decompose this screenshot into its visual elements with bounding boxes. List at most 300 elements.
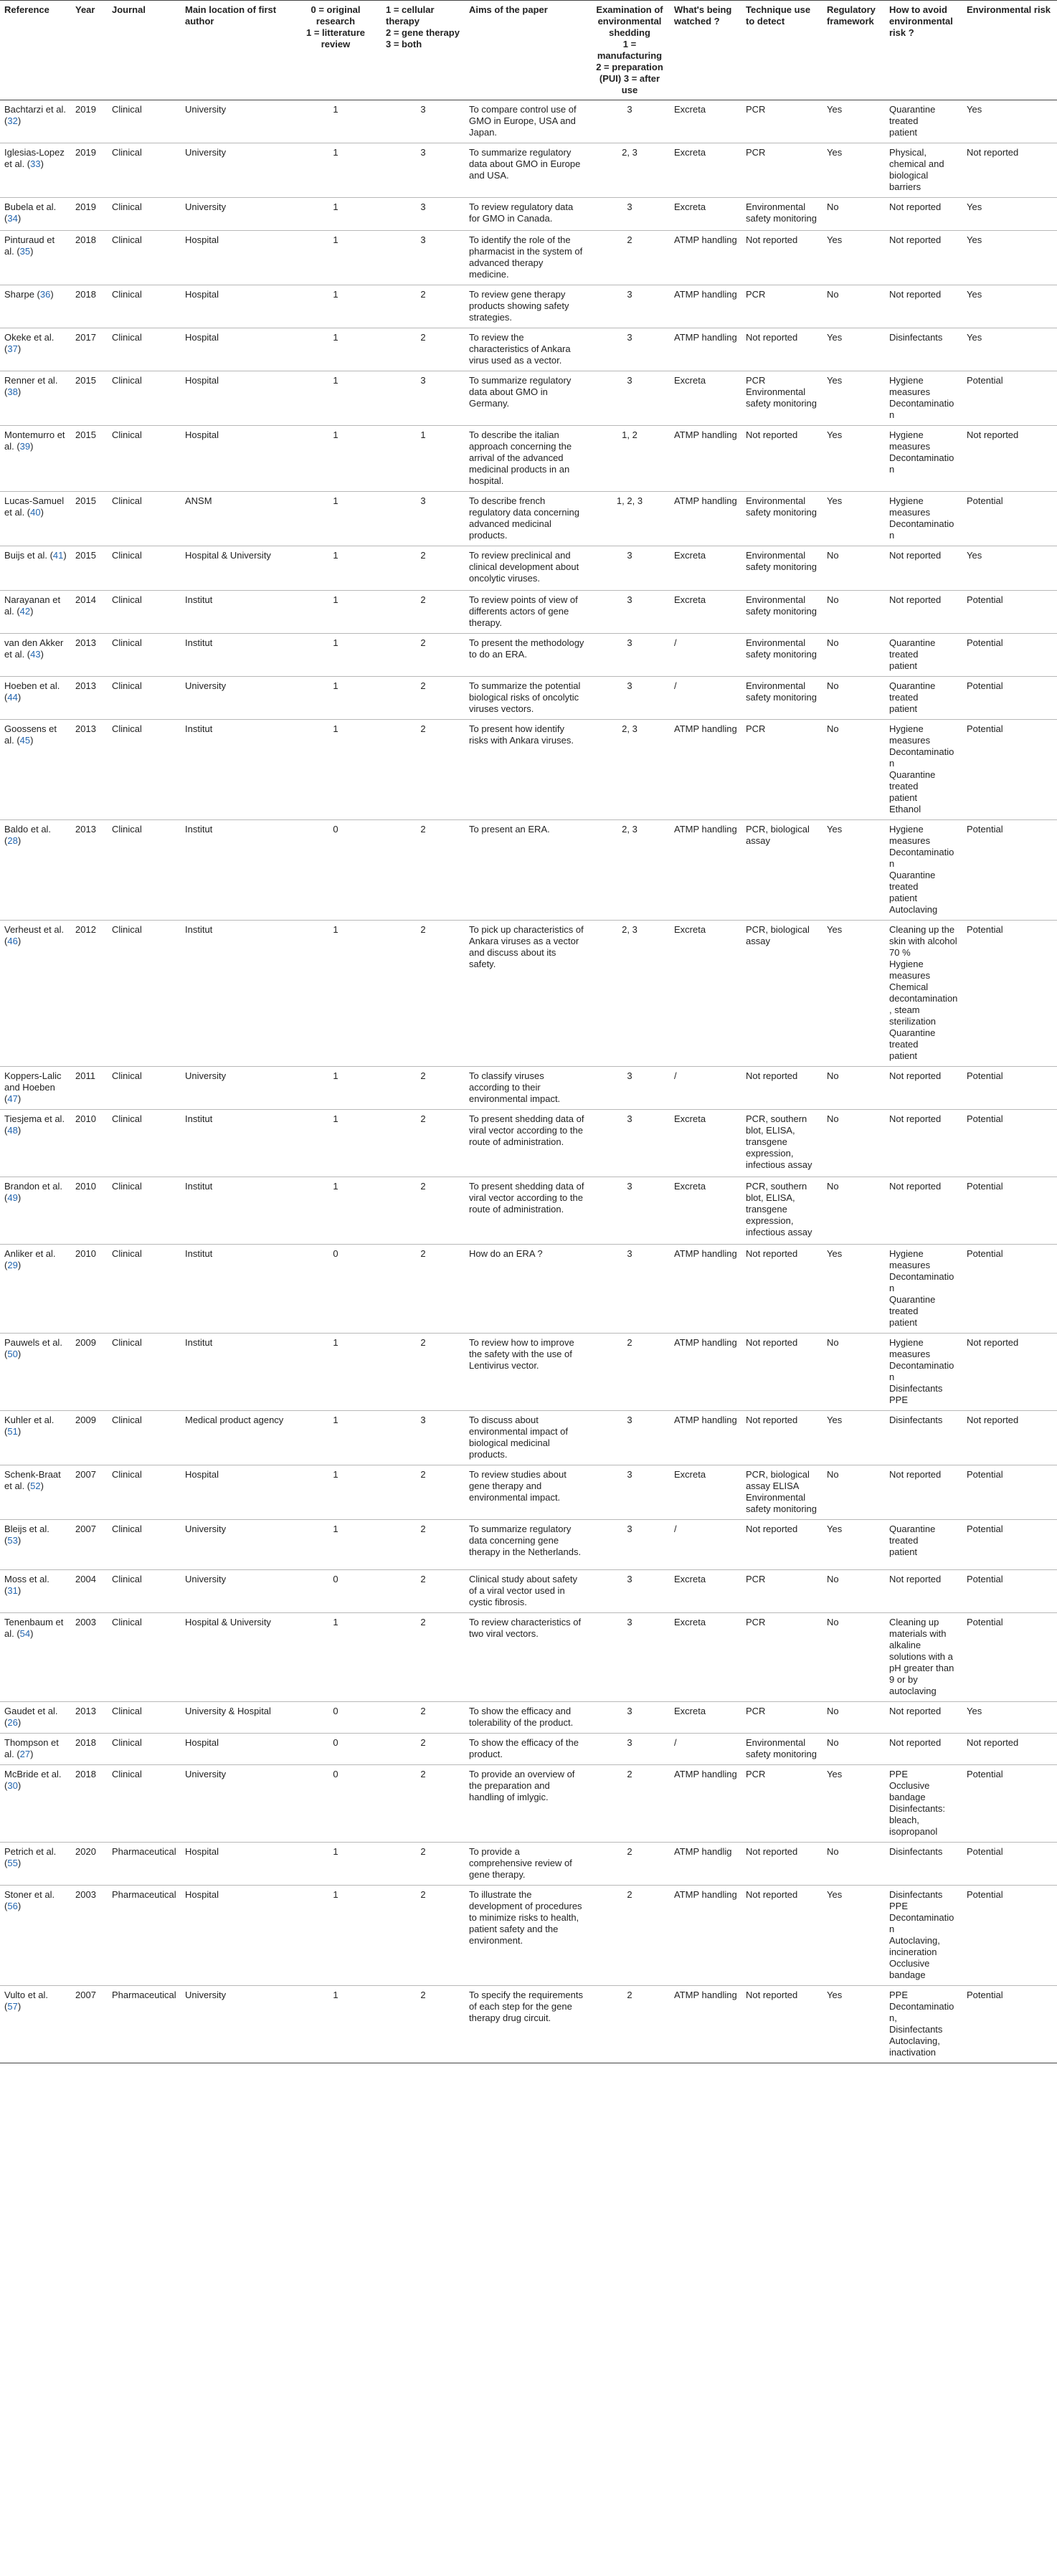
- cell-watched: Excreta: [670, 921, 741, 1067]
- cell-research-type: 1: [290, 492, 381, 546]
- cell-framework: Yes: [823, 371, 885, 426]
- citation-link[interactable]: 44: [7, 692, 18, 703]
- cell-watched: /: [670, 634, 741, 677]
- cell-technique: Environmental safety monitoring: [741, 591, 823, 634]
- cell-year: 2012: [71, 921, 108, 1067]
- cell-therapy-type: 2: [381, 1843, 465, 1886]
- cell-technique: Environmental safety monitoring: [741, 198, 823, 231]
- reference-close-paren: ): [17, 1426, 22, 1437]
- reference-close-paren: ): [30, 441, 34, 452]
- cell-avoid-risk: Not reported: [885, 1734, 962, 1765]
- table-row: [0, 1886, 1057, 1986]
- reference-text: Goossens et al. (: [4, 723, 57, 746]
- reference-text: Montemurro et al. (: [4, 429, 65, 452]
- cell-aims: To provide a comprehensive review of gene therapy.: [465, 1843, 589, 1886]
- cell-aims: To summarize regulatory data concerning gene therapy in the Netherlands.: [465, 1520, 589, 1570]
- table-row: [0, 634, 1057, 677]
- citation-link[interactable]: 28: [7, 835, 18, 846]
- cell-year: 2018: [71, 231, 108, 285]
- cell-location: Hospital: [181, 1465, 290, 1520]
- cell-environmental-risk: Potential: [962, 634, 1057, 677]
- cell-therapy-type: 2: [381, 1702, 465, 1734]
- cell-framework: No: [823, 1570, 885, 1613]
- citation-link[interactable]: 27: [19, 1749, 31, 1759]
- cell-watched: ATMP handling: [670, 1886, 741, 1986]
- cell-avoid-risk: Hygiene measures Decontamination Quarantine treated patient Ethanol: [885, 720, 962, 820]
- cell-aims: To present shedding data of viral vector according to the route of administration.: [465, 1177, 589, 1245]
- cell-reference: [0, 1110, 71, 1177]
- cell-technique: PCR: [741, 1570, 823, 1613]
- cell-therapy-type: 2: [381, 591, 465, 634]
- cell-environmental-risk: Potential: [962, 1613, 1057, 1702]
- cell-reference: [0, 1843, 71, 1886]
- table-row: [0, 921, 1057, 1067]
- reference-text: van den Akker et al. (: [4, 637, 64, 660]
- cell-examination: 3: [589, 1702, 670, 1734]
- citation-link[interactable]: 50: [7, 1349, 18, 1359]
- citation-link[interactable]: 47: [7, 1093, 18, 1104]
- cell-avoid-risk: Disinfectants: [885, 328, 962, 371]
- cell-aims: To discuss about environmental impact of biological medicinal products.: [465, 1411, 589, 1465]
- cell-environmental-risk: Potential: [962, 1986, 1057, 2063]
- cell-location: Institut: [181, 1177, 290, 1245]
- cell-journal: Clinical: [108, 100, 181, 143]
- cell-technique: Environmental safety monitoring: [741, 677, 823, 720]
- table-row: [0, 1334, 1057, 1411]
- cell-research-type: 0: [290, 820, 381, 921]
- reference-text: Thompson et al. (: [4, 1737, 59, 1759]
- header-environmental-risk: Environmental risk: [962, 1, 1057, 100]
- cell-journal: Clinical: [108, 1520, 181, 1570]
- cell-avoid-risk: PPE Decontamination, Disinfectants Autoclaving, inactivation: [885, 1986, 962, 2063]
- cell-environmental-risk: Potential: [962, 1110, 1057, 1177]
- reference-text: Buijs et al. (: [4, 550, 53, 561]
- cell-research-type: 1: [290, 328, 381, 371]
- cell-journal: Clinical: [108, 143, 181, 198]
- cell-aims: To show the efficacy of the product.: [465, 1734, 589, 1765]
- cell-watched: Excreta: [670, 1465, 741, 1520]
- cell-therapy-type: 2: [381, 546, 465, 591]
- citation-link[interactable]: 30: [7, 1780, 18, 1791]
- citation-link[interactable]: 35: [19, 246, 31, 257]
- cell-avoid-risk: Disinfectants: [885, 1843, 962, 1886]
- reference-close-paren: ): [30, 1628, 34, 1639]
- reference-close-paren: ): [17, 1717, 22, 1728]
- citation-link[interactable]: 52: [30, 1481, 41, 1491]
- cell-reference: [0, 720, 71, 820]
- cell-avoid-risk: Not reported: [885, 1702, 962, 1734]
- cell-year: 2019: [71, 100, 108, 143]
- cell-reference: [0, 328, 71, 371]
- cell-therapy-type: 2: [381, 634, 465, 677]
- cell-reference: [0, 100, 71, 143]
- cell-avoid-risk: Hygiene measures Decontamination: [885, 426, 962, 492]
- cell-aims: To summarize regulatory data about GMO in Europe and USA.: [465, 143, 589, 198]
- cell-location: University: [181, 1570, 290, 1613]
- cell-avoid-risk: Not reported: [885, 1110, 962, 1177]
- cell-framework: No: [823, 677, 885, 720]
- cell-technique: PCR, southern blot, ELISA, transgene expression, infectious assay: [741, 1110, 823, 1177]
- reference-close-paren: ): [17, 2001, 22, 2012]
- cell-watched: ATMP handling: [670, 426, 741, 492]
- cell-examination: 3: [589, 546, 670, 591]
- reference-close-paren: ): [17, 936, 22, 946]
- citation-link[interactable]: 29: [7, 1260, 18, 1270]
- citation-link[interactable]: 48: [7, 1125, 18, 1136]
- cell-aims: How do an ERA ?: [465, 1245, 589, 1334]
- cell-environmental-risk: Potential: [962, 371, 1057, 426]
- reference-text: Pauwels et al. (: [4, 1337, 62, 1359]
- cell-watched: Excreta: [670, 1613, 741, 1702]
- reference-text: Tiesjema et al. (: [4, 1113, 65, 1136]
- citation-link[interactable]: 51: [7, 1426, 18, 1437]
- cell-research-type: 1: [290, 1843, 381, 1886]
- table-row: [0, 1765, 1057, 1843]
- cell-avoid-risk: Hygiene measures Decontamination: [885, 492, 962, 546]
- cell-environmental-risk: Not reported: [962, 1334, 1057, 1411]
- cell-reference: [0, 1411, 71, 1465]
- cell-avoid-risk: Hygiene measures Decontamination Quarantine treated patient Autoclaving: [885, 820, 962, 921]
- cell-journal: Clinical: [108, 371, 181, 426]
- cell-journal: Clinical: [108, 328, 181, 371]
- citation-link[interactable]: 34: [7, 213, 18, 224]
- citation-link[interactable]: 55: [7, 1858, 18, 1868]
- cell-watched: ATMP handling: [670, 1765, 741, 1843]
- table-row: [0, 285, 1057, 328]
- reference-close-paren: ): [30, 1749, 34, 1759]
- cell-year: 2013: [71, 820, 108, 921]
- cell-examination: 2: [589, 1765, 670, 1843]
- cell-reference: [0, 426, 71, 492]
- cell-watched: Excreta: [670, 591, 741, 634]
- cell-aims: Clinical study about safety of a viral vector used in cystic fibrosis.: [465, 1570, 589, 1613]
- cell-framework: Yes: [823, 231, 885, 285]
- cell-avoid-risk: Quarantine treated patient: [885, 1520, 962, 1570]
- cell-research-type: 1: [290, 1067, 381, 1110]
- cell-location: Hospital: [181, 231, 290, 285]
- citation-link[interactable]: 54: [19, 1628, 31, 1639]
- cell-journal: Clinical: [108, 285, 181, 328]
- cell-reference: [0, 1245, 71, 1334]
- cell-year: 2007: [71, 1465, 108, 1520]
- cell-journal: Clinical: [108, 1734, 181, 1765]
- cell-examination: 3: [589, 100, 670, 143]
- header-year: Year: [71, 1, 108, 100]
- cell-reference: [0, 1520, 71, 1570]
- cell-location: ANSM: [181, 492, 290, 546]
- reference-close-paren: ): [50, 289, 54, 300]
- reference-close-paren: ): [40, 649, 44, 660]
- cell-technique: Environmental safety monitoring: [741, 634, 823, 677]
- cell-reference: [0, 231, 71, 285]
- cell-location: Hospital: [181, 1734, 290, 1765]
- cell-therapy-type: 2: [381, 1520, 465, 1570]
- cell-environmental-risk: Not reported: [962, 1734, 1057, 1765]
- cell-aims: To show the efficacy and tolerability of the product.: [465, 1702, 589, 1734]
- cell-year: 2007: [71, 1986, 108, 2063]
- citation-link[interactable]: 45: [19, 735, 31, 746]
- cell-avoid-risk: Physical, chemical and biological barriers: [885, 143, 962, 198]
- citation-link[interactable]: 53: [7, 1535, 18, 1546]
- cell-reference: [0, 1465, 71, 1520]
- reference-close-paren: ): [17, 1585, 22, 1596]
- cell-technique: Environmental safety monitoring: [741, 1734, 823, 1765]
- cell-location: Hospital: [181, 426, 290, 492]
- cell-therapy-type: 2: [381, 1334, 465, 1411]
- cell-year: 2014: [71, 591, 108, 634]
- table-row: [0, 426, 1057, 492]
- cell-avoid-risk: Quarantine treated patient: [885, 677, 962, 720]
- reference-close-paren: ): [17, 1260, 22, 1270]
- citation-link[interactable]: 43: [30, 649, 41, 660]
- cell-framework: No: [823, 1067, 885, 1110]
- cell-framework: Yes: [823, 328, 885, 371]
- reference-text: Anliker et al. (: [4, 1248, 56, 1270]
- cell-research-type: 1: [290, 198, 381, 231]
- citation-link[interactable]: 36: [39, 289, 51, 300]
- cell-technique: PCR: [741, 1702, 823, 1734]
- cell-framework: Yes: [823, 1986, 885, 2063]
- cell-research-type: 1: [290, 1886, 381, 1986]
- citation-link[interactable]: 42: [19, 606, 31, 617]
- table-row: [0, 720, 1057, 820]
- cell-watched: ATMP handling: [670, 285, 741, 328]
- reference-close-paren: ): [17, 1093, 22, 1104]
- citation-link[interactable]: 46: [7, 936, 18, 946]
- cell-year: 2010: [71, 1177, 108, 1245]
- cell-therapy-type: 2: [381, 820, 465, 921]
- reference-close-paren: ): [17, 1780, 22, 1791]
- cell-technique: Not reported: [741, 231, 823, 285]
- cell-journal: Pharmaceutical: [108, 1843, 181, 1886]
- cell-location: University: [181, 1765, 290, 1843]
- table-row: [0, 1702, 1057, 1734]
- cell-therapy-type: 3: [381, 1411, 465, 1465]
- cell-environmental-risk: Potential: [962, 1177, 1057, 1245]
- cell-environmental-risk: Yes: [962, 231, 1057, 285]
- cell-technique: Not reported: [741, 328, 823, 371]
- cell-aims: To pick up characteristics of Ankara viruses as a vector and discuss about its safety.: [465, 921, 589, 1067]
- cell-environmental-risk: Not reported: [962, 143, 1057, 198]
- cell-examination: 2, 3: [589, 921, 670, 1067]
- cell-therapy-type: 3: [381, 492, 465, 546]
- cell-environmental-risk: Yes: [962, 546, 1057, 591]
- cell-location: Hospital: [181, 371, 290, 426]
- reference-close-paren: ): [30, 606, 34, 617]
- cell-framework: Yes: [823, 492, 885, 546]
- table-row: [0, 100, 1057, 143]
- cell-journal: Clinical: [108, 1411, 181, 1465]
- reference-text: Hoeben et al. (: [4, 680, 60, 703]
- reference-close-paren: ): [17, 115, 22, 126]
- cell-research-type: 1: [290, 100, 381, 143]
- cell-technique: PCR: [741, 143, 823, 198]
- reference-text: Kuhler et al. (: [4, 1415, 54, 1437]
- cell-therapy-type: 1: [381, 426, 465, 492]
- reference-text: Pinturaud et al. (: [4, 234, 55, 257]
- cell-year: 2009: [71, 1411, 108, 1465]
- cell-examination: 3: [589, 1177, 670, 1245]
- cell-journal: Pharmaceutical: [108, 1986, 181, 2063]
- header-framework: Regulatory framework: [823, 1, 885, 100]
- cell-year: 2015: [71, 546, 108, 591]
- cell-therapy-type: 3: [381, 231, 465, 285]
- cell-avoid-risk: PPE Occlusive bandage Disinfectants: bleach, isopropanol: [885, 1765, 962, 1843]
- cell-framework: No: [823, 1702, 885, 1734]
- reference-close-paren: ): [63, 550, 67, 561]
- cell-aims: To review preclinical and clinical development about oncolytic viruses.: [465, 546, 589, 591]
- table-row: [0, 1843, 1057, 1886]
- cell-technique: PCR: [741, 1765, 823, 1843]
- cell-journal: Clinical: [108, 1765, 181, 1843]
- cell-watched: Excreta: [670, 371, 741, 426]
- reference-close-paren: ): [17, 213, 22, 224]
- cell-environmental-risk: Yes: [962, 328, 1057, 371]
- reference-text: Koppers-Lalic and Hoeben (: [4, 1070, 62, 1104]
- cell-avoid-risk: Not reported: [885, 591, 962, 634]
- cell-framework: Yes: [823, 1520, 885, 1570]
- cell-framework: No: [823, 1734, 885, 1765]
- citation-link[interactable]: 41: [52, 550, 64, 561]
- citation-link[interactable]: 33: [30, 158, 41, 169]
- cell-year: 2018: [71, 1734, 108, 1765]
- cell-research-type: 1: [290, 546, 381, 591]
- table-row: [0, 1177, 1057, 1245]
- cell-therapy-type: 2: [381, 285, 465, 328]
- cell-environmental-risk: Potential: [962, 1843, 1057, 1886]
- cell-journal: Clinical: [108, 426, 181, 492]
- table-row: [0, 231, 1057, 285]
- cell-year: 2003: [71, 1886, 108, 1986]
- cell-examination: 2, 3: [589, 720, 670, 820]
- cell-research-type: 1: [290, 677, 381, 720]
- cell-reference: [0, 921, 71, 1067]
- citation-link[interactable]: 56: [7, 1901, 18, 1911]
- cell-examination: 3: [589, 1570, 670, 1613]
- cell-aims: To review how to improve the safety with the use of Lentivirus vector.: [465, 1334, 589, 1411]
- cell-avoid-risk: Not reported: [885, 1067, 962, 1110]
- cell-reference: [0, 371, 71, 426]
- table-row: [0, 328, 1057, 371]
- reference-text: Petrich et al. (: [4, 1846, 57, 1868]
- cell-framework: No: [823, 634, 885, 677]
- table-row: [0, 1734, 1057, 1765]
- cell-research-type: 1: [290, 1334, 381, 1411]
- cell-reference: [0, 1765, 71, 1843]
- reference-close-paren: ): [17, 835, 22, 846]
- cell-journal: Clinical: [108, 1245, 181, 1334]
- citation-link[interactable]: 57: [7, 2001, 18, 2012]
- cell-environmental-risk: Potential: [962, 921, 1057, 1067]
- cell-therapy-type: 2: [381, 1570, 465, 1613]
- cell-location: University: [181, 677, 290, 720]
- cell-journal: Clinical: [108, 591, 181, 634]
- cell-year: 2013: [71, 634, 108, 677]
- cell-watched: Excreta: [670, 1702, 741, 1734]
- cell-examination: 3: [589, 1734, 670, 1765]
- citation-link[interactable]: 40: [30, 507, 41, 518]
- cell-aims: To identify the role of the pharmacist in the system of advanced therapy medicine.: [465, 231, 589, 285]
- cell-aims: To present shedding data of viral vector according to the route of administration.: [465, 1110, 589, 1177]
- cell-examination: 3: [589, 677, 670, 720]
- cell-watched: ATMP handling: [670, 1245, 741, 1334]
- cell-aims: To describe french regulatory data concerning advanced medicinal products.: [465, 492, 589, 546]
- cell-research-type: 1: [290, 231, 381, 285]
- cell-technique: Not reported: [741, 1334, 823, 1411]
- citation-link[interactable]: 38: [7, 386, 18, 397]
- cell-avoid-risk: Disinfectants: [885, 1411, 962, 1465]
- cell-journal: Clinical: [108, 677, 181, 720]
- cell-avoid-risk: Not reported: [885, 285, 962, 328]
- cell-examination: 3: [589, 328, 670, 371]
- header-research-type: 0 = original research 1 = litterature review: [290, 1, 381, 100]
- cell-reference: [0, 1886, 71, 1986]
- cell-therapy-type: 2: [381, 1986, 465, 2063]
- cell-watched: ATMP handling: [670, 720, 741, 820]
- cell-reference: [0, 1613, 71, 1702]
- cell-reference: [0, 492, 71, 546]
- cell-examination: 2: [589, 1886, 670, 1986]
- cell-journal: Clinical: [108, 1613, 181, 1702]
- cell-watched: Excreta: [670, 1110, 741, 1177]
- cell-location: Institut: [181, 820, 290, 921]
- cell-framework: No: [823, 1177, 885, 1245]
- cell-research-type: 1: [290, 426, 381, 492]
- citation-link[interactable]: 32: [7, 115, 18, 126]
- cell-framework: No: [823, 591, 885, 634]
- cell-examination: 1, 2: [589, 426, 670, 492]
- cell-therapy-type: 2: [381, 1110, 465, 1177]
- reference-text: Renner et al. (: [4, 375, 58, 397]
- header-journal: Journal: [108, 1, 181, 100]
- cell-framework: No: [823, 198, 885, 231]
- header-therapy-type: 1 = cellular therapy 2 = gene therapy 3 = both: [381, 1, 465, 100]
- citation-link[interactable]: 49: [7, 1192, 18, 1203]
- reference-text: Lucas-Samuel et al. (: [4, 495, 65, 518]
- citation-link[interactable]: 26: [7, 1717, 18, 1728]
- cell-year: 2019: [71, 143, 108, 198]
- cell-avoid-risk: Not reported: [885, 1570, 962, 1613]
- cell-avoid-risk: Hygiene measures Decontamination: [885, 371, 962, 426]
- citation-link[interactable]: 37: [7, 343, 18, 354]
- cell-framework: No: [823, 1334, 885, 1411]
- cell-journal: Clinical: [108, 634, 181, 677]
- cell-year: 2011: [71, 1067, 108, 1110]
- cell-framework: Yes: [823, 1411, 885, 1465]
- cell-environmental-risk: Potential: [962, 720, 1057, 820]
- cell-examination: 3: [589, 1411, 670, 1465]
- cell-avoid-risk: Not reported: [885, 1177, 962, 1245]
- cell-year: 2010: [71, 1245, 108, 1334]
- reference-close-paren: ): [40, 507, 44, 518]
- table-row: [0, 198, 1057, 231]
- cell-environmental-risk: Yes: [962, 285, 1057, 328]
- cell-watched: Excreta: [670, 100, 741, 143]
- citation-link[interactable]: 31: [7, 1585, 18, 1596]
- citation-link[interactable]: 39: [19, 441, 31, 452]
- cell-technique: Environmental safety monitoring: [741, 546, 823, 591]
- cell-aims: To summarize regulatory data about GMO in Germany.: [465, 371, 589, 426]
- cell-journal: Clinical: [108, 921, 181, 1067]
- reference-close-paren: ): [17, 1192, 22, 1203]
- cell-environmental-risk: Yes: [962, 198, 1057, 231]
- cell-reference: [0, 634, 71, 677]
- cell-reference: [0, 198, 71, 231]
- cell-technique: PCR, southern blot, ELISA, transgene expression, infectious assay: [741, 1177, 823, 1245]
- cell-framework: Yes: [823, 100, 885, 143]
- cell-avoid-risk: Quarantine treated patient: [885, 634, 962, 677]
- cell-technique: PCR: [741, 100, 823, 143]
